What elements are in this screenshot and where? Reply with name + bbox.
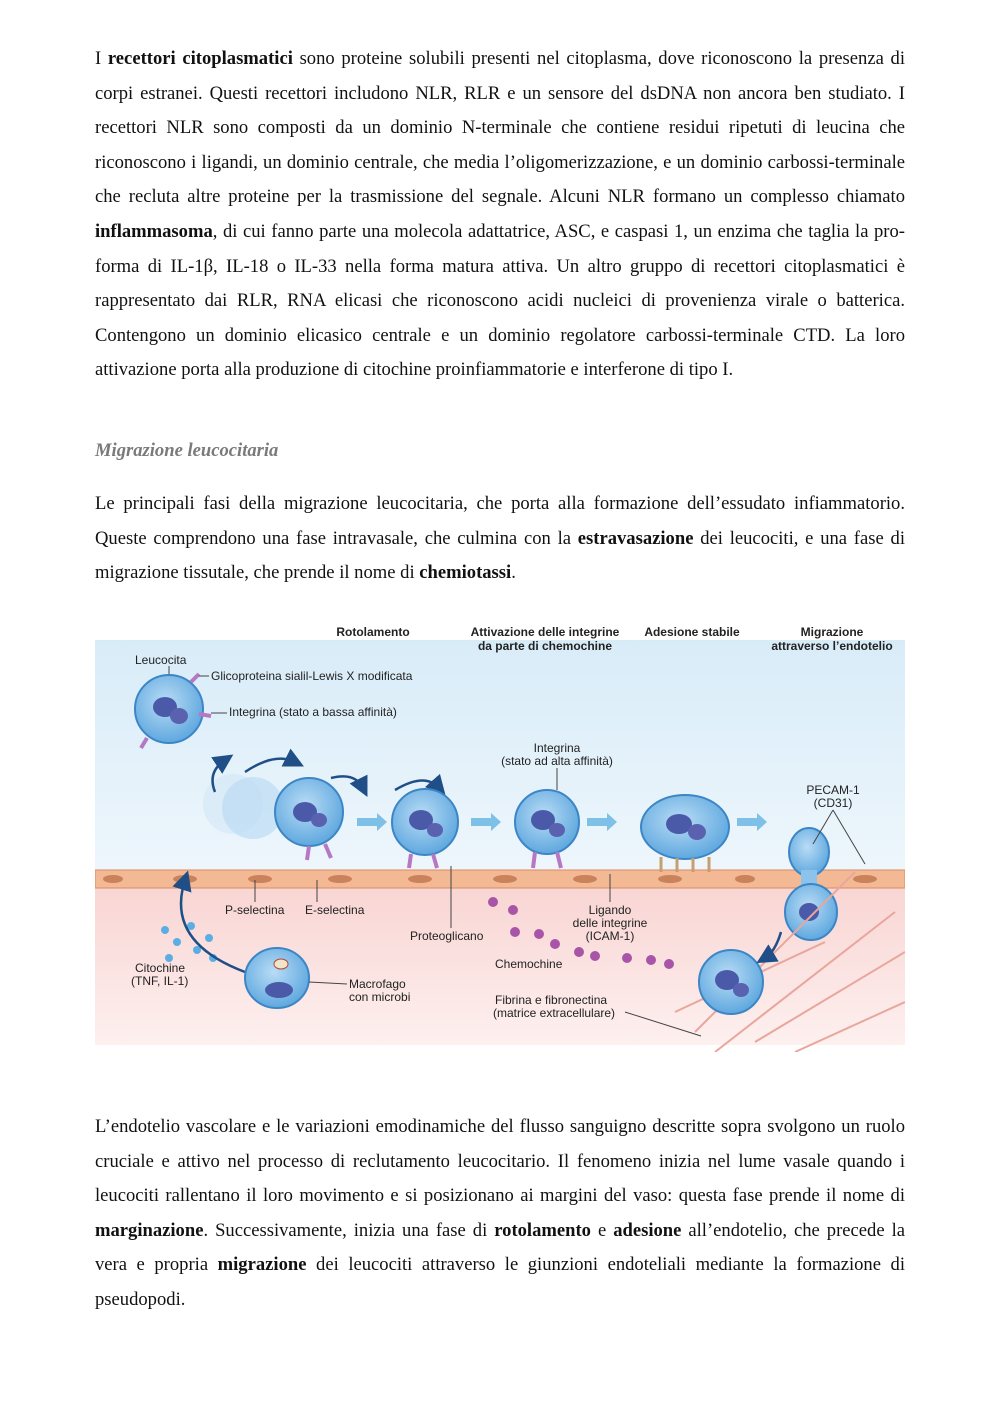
text-run: all’endotelio, che precede la vera e propria (95, 1219, 905, 1276)
macrophage-cell (245, 948, 309, 1008)
bold-term: adesione (613, 1219, 682, 1241)
fibrina-label: Fibrina e fibronectina (495, 993, 608, 1007)
stage-attivazione-label: Attivazione delle integrine (470, 625, 620, 639)
text-run: dei leucociti attraverso le giunzioni endoteliali mediante la formazione di pseudopodi. (95, 1254, 906, 1310)
bold-term: recettori citoplasmatici (107, 48, 293, 69)
bold-term: migrazione (217, 1254, 307, 1276)
paragraph-cytoplasmic-receptors (95, 42, 905, 388)
bold-term: inflammasoma (95, 220, 213, 242)
text-run: I (95, 48, 108, 69)
macrofago-label: Macrofago (349, 977, 406, 991)
stage-adesione-label: Adesione stabile (644, 625, 740, 639)
text-run: sono proteine solubili presenti nel citoplasma, dove riconoscono la presenza di corpi estranei. Questi recettori includono NLR, RLR e un sensore del dsDNA non ancora ben studiato. I recettori NLR sono composti da un dominio N-terminale che contiene residui ripetuti di leucina che riconoscono i ligandi, un dominio centrale, che media l’oligomerizzazione, e un dominio carbossi-terminale che recluta altre proteine per la trasmissione del segnale. Alcuni NLR formano un complesso chiamato (95, 48, 906, 208)
integrina-bassa-label: Integrina (stato a bassa affinità) (229, 705, 397, 719)
paragraph-migration-intro (95, 487, 905, 591)
chemochine-label: Chemochine (495, 957, 563, 971)
e-selectina-label: E-selectina (305, 903, 365, 917)
bold-term: rotolamento (494, 1219, 591, 1241)
integrina-alta-sublabel: (stato ad alta affinità) (501, 754, 613, 768)
proteoglicano-label: Proteoglicano (410, 929, 484, 943)
endothelium (95, 870, 905, 888)
ligando-icam-label: (ICAM-1) (585, 929, 635, 943)
tissue-leukocyte (699, 950, 763, 1014)
text-run: L’endotelio vascolare e le variazioni emodinamiche del flusso sanguigno descritte sopra svolgono un ruolo cruciale e attivo nel processo di reclutamento leucocitario. Il fenomeno inizia nel lume vasale quando i leucociti rallentano il loro movimento e si posizionano ai margini del vaso: questa fase prende il nome di (95, 1116, 905, 1207)
pecam-label: PECAM-1 (806, 783, 860, 797)
text-run: , di cui fanno parte una molecola adattatrice, ASC, e caspasi 1, un enzima che taglia la pro-forma di IL-1β, IL-18 o IL-33 nella forma matura attiva. Un altro gruppo di recettori citoplasmatici è rappresentato dai RLR, RNA elicasi che riconoscono acidi nucleici di provenienza virale o batterica. Contengono un dominio elicasico centrale e un dominio regolatore carbossi-terminale CTD. La loro attivazione porta alla produzione di citochine proinfiammatorie e interferone di tipo I. (95, 220, 905, 381)
p-selectina-label: P-selectina (225, 903, 285, 917)
integrina-alta-label: Integrina (533, 741, 581, 755)
text-run: Le principali fasi della migrazione leucocitaria, che porta alla formazione dell’essudato infiammatorio. Queste comprendono una fase intravasale, che culmina con la (95, 493, 905, 549)
text-run: e (590, 1219, 614, 1241)
glicoproteina-label: Glicoproteina sialil-Lewis X modificata (211, 669, 413, 683)
leucocita-label: Leucocita (135, 653, 187, 667)
stage-attivazione-sublabel: da parte di chemochine (477, 639, 613, 653)
stage-migrazione-sublabel: attraverso l’endotelio (771, 639, 893, 653)
text-run: dei leucociti, e una fase di migrazione tissutale, che prende il nome di (95, 527, 905, 584)
macrofago-sublabel: con microbi (349, 990, 411, 1004)
text-run: . Successivamente, inizia una fase di (203, 1219, 495, 1241)
section-heading: Migrazione leucocitaria (95, 440, 279, 461)
pecam-sublabel: (CD31) (813, 796, 853, 810)
fibrina-sublabel: (matrice extracellulare) (493, 1006, 616, 1020)
paragraph-endothelium (95, 1110, 905, 1318)
leukocyte-migration-figure (95, 612, 905, 1052)
stage-migrazione-label: Migrazione (800, 625, 864, 639)
ligando-sublabel: delle integrine (572, 916, 648, 930)
text-run: . (511, 562, 516, 584)
figure-illustration (95, 612, 905, 1052)
bold-term: estravasazione (577, 527, 694, 549)
citochine-label: Citochine (135, 961, 186, 975)
bold-term: chemiotassi (419, 562, 512, 584)
bold-term: marginazione (95, 1219, 204, 1241)
ligando-label: Ligando (588, 903, 632, 917)
citochine-sublabel: (TNF, IL-1) (131, 974, 189, 988)
stage-rotolamento-label: Rotolamento (336, 625, 410, 639)
